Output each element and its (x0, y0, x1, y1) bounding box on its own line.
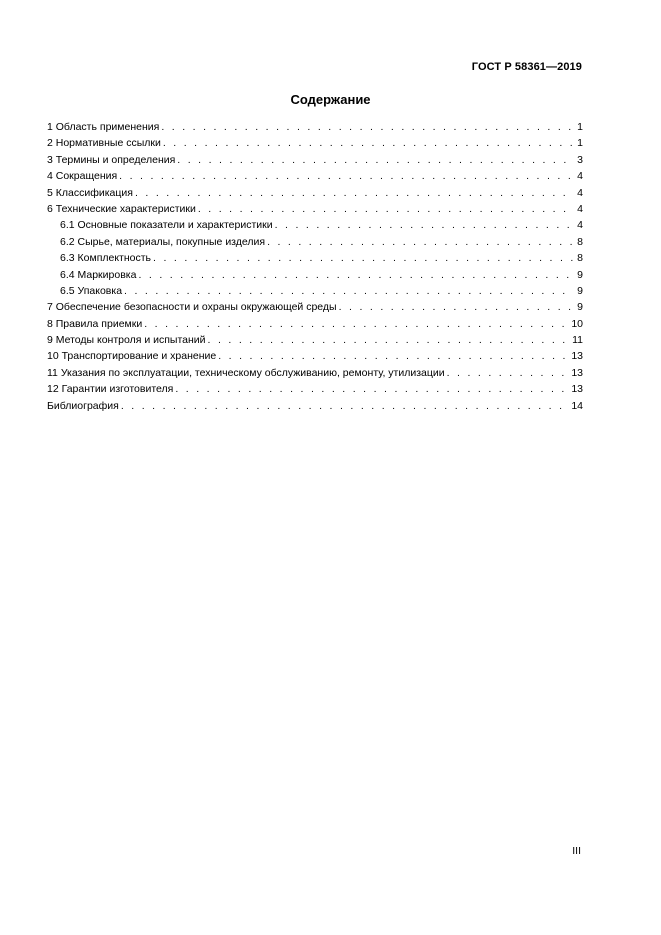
toc-item-page: 13 (571, 350, 583, 363)
toc-item-label: 5 Классификация (47, 186, 133, 199)
dot-leader (124, 283, 573, 299)
toc-item-1-scope[interactable] (47, 119, 583, 135)
toc-item-3-terms[interactable] (47, 152, 583, 168)
toc-item-label: 4 Сокращения (47, 170, 118, 183)
toc-item-page: 9 (577, 301, 583, 314)
toc-item-page: 9 (577, 268, 583, 281)
toc-item-6-technical-characteristics[interactable] (47, 201, 583, 217)
toc-item-label: 12 Гарантии изготовителя (47, 383, 174, 396)
document-id-header: ГОСТ Р 58361—2019 (471, 61, 582, 73)
toc-item-5-classification[interactable] (47, 185, 583, 201)
toc-item-6-5-packaging[interactable] (47, 283, 583, 299)
dot-leader (135, 185, 573, 201)
toc-item-6-1-main-indicators[interactable] (47, 217, 583, 233)
toc-item-label: 6.5 Упаковка (60, 284, 123, 297)
toc-item-page: 4 (577, 186, 583, 199)
toc-item-page: 1 (577, 121, 583, 133)
dot-leader (153, 250, 573, 266)
toc-item-label: 7 Обеспечение безопасности и охраны окружающей среды (47, 301, 337, 314)
toc-item-bibliography[interactable] (47, 398, 583, 414)
dot-leader (138, 267, 573, 283)
dot-leader (275, 217, 573, 233)
toc-item-label: 9 Методы контроля и испытаний (47, 334, 206, 347)
toc-item-2-normative-references[interactable] (47, 135, 583, 151)
toc-item-label: Библиография (47, 399, 119, 412)
toc-item-12-warranty[interactable] (47, 381, 583, 397)
toc-item-label: 6.2 Сырье, материалы, покупные изделия (60, 235, 266, 248)
toc-item-page: 4 (577, 170, 583, 183)
toc-item-label: 10 Транспортирование и хранение (47, 350, 217, 363)
toc-item-10-transport-storage[interactable] (47, 348, 583, 364)
dot-leader (267, 234, 573, 250)
toc-item-page: 13 (571, 366, 583, 379)
toc-item-6-3-completeness[interactable] (47, 250, 583, 266)
toc-item-label: 11 Указания по эксплуатации, техническому обслуживанию, ремонту, утилизации (47, 366, 445, 379)
page-number: III (572, 845, 581, 857)
table-of-contents (47, 119, 583, 414)
dot-leader (339, 299, 573, 315)
toc-item-page: 8 (577, 235, 583, 248)
toc-item-page: 1 (577, 137, 583, 150)
dot-leader (198, 201, 573, 217)
toc-item-label: 3 Термины и определения (47, 153, 176, 166)
toc-item-label: 6.4 Маркировка (60, 268, 137, 281)
dot-leader (163, 135, 573, 151)
toc-item-label: 2 Нормативные ссылки (47, 137, 161, 150)
toc-item-page: 9 (577, 284, 583, 297)
toc-item-page: 13 (571, 383, 583, 396)
toc-item-9-test-methods[interactable] (47, 332, 583, 348)
dot-leader (144, 316, 569, 332)
toc-item-6-4-marking[interactable] (47, 267, 583, 283)
toc-item-label: 6.1 Основные показатели и характеристики (60, 219, 273, 232)
toc-item-page: 11 (572, 334, 583, 347)
dot-leader (175, 381, 569, 397)
toc-item-label: 8 Правила приемки (47, 317, 143, 330)
dot-leader (121, 398, 569, 414)
toc-item-11-operation-instructions[interactable] (47, 365, 583, 381)
toc-item-page: 3 (577, 153, 583, 166)
dot-leader (119, 168, 573, 184)
toc-item-8-acceptance[interactable] (47, 316, 583, 332)
dot-leader (208, 332, 571, 348)
toc-item-page: 8 (577, 252, 583, 265)
dot-leader (161, 119, 573, 135)
toc-item-4-abbreviations[interactable] (47, 168, 583, 184)
dot-leader (177, 152, 573, 168)
toc-item-label: 1 Область применения (47, 121, 160, 133)
dot-leader (218, 348, 569, 364)
toc-item-page: 14 (571, 399, 583, 412)
toc-item-page: 4 (577, 202, 583, 215)
toc-item-label: 6.3 Комплектность (60, 252, 152, 265)
toc-title: Содержание (290, 92, 371, 107)
toc-item-page: 10 (571, 317, 583, 330)
toc-item-6-2-raw-materials[interactable] (47, 234, 583, 250)
toc-item-label: 6 Технические характеристики (47, 202, 196, 215)
dot-leader (447, 365, 570, 381)
toc-item-page: 4 (577, 219, 583, 232)
toc-item-7-safety[interactable] (47, 299, 583, 315)
